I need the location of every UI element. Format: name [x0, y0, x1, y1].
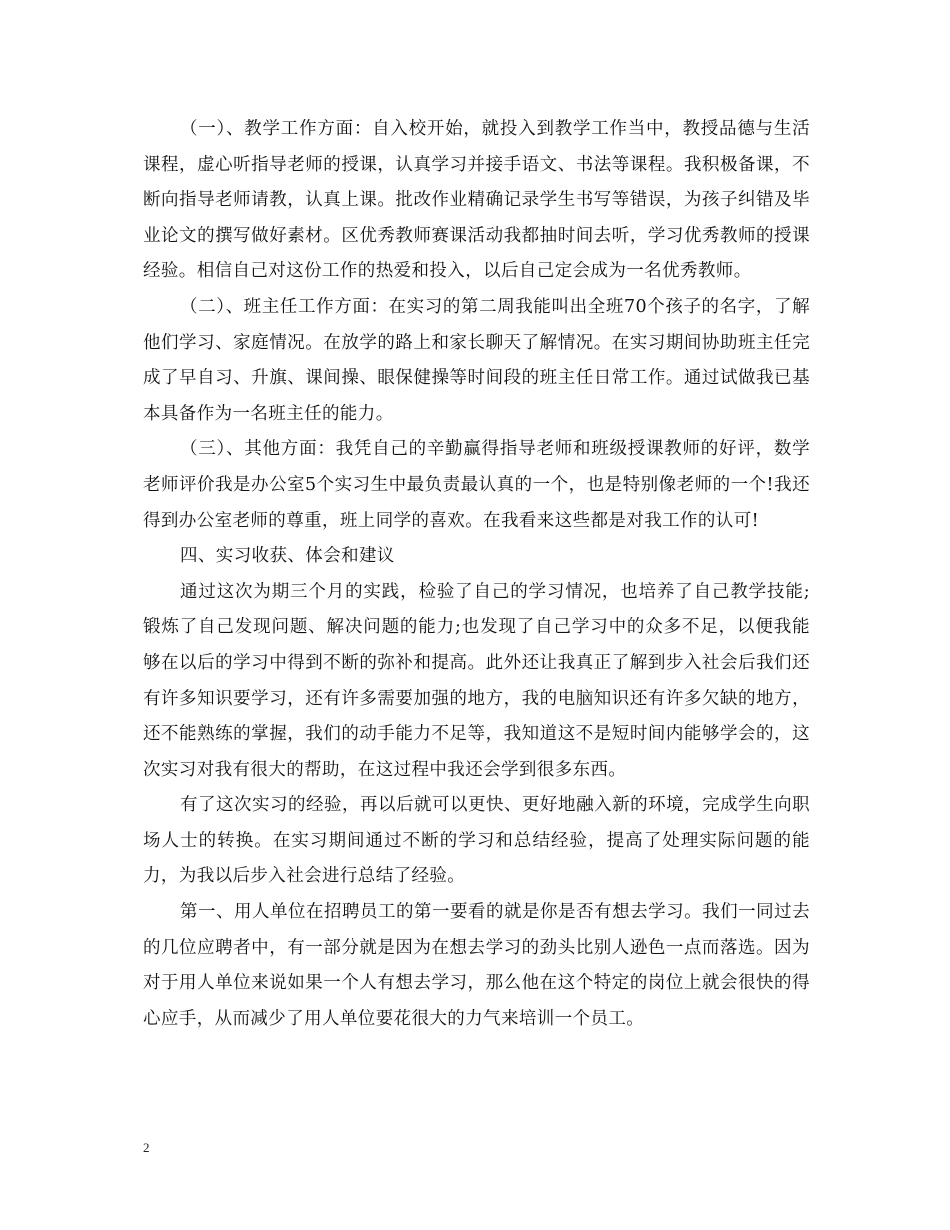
paragraph-experience: 有了这次实习的经验，再以后就可以更快、更好地融入新的环境，完成学生向职场人士的转换。在实习期间通过不断的学习和总结经验，提高了处理实际问题的能力，为我以后步入社会进行总结了经验。	[143, 795, 810, 887]
page-number: 2	[143, 1140, 150, 1155]
document-body	[143, 112, 810, 1037]
paragraph-teaching-work: （一）、教学工作方面：自入校开始，就投入到教学工作当中，教授品德与生活课程，虚心听指导老师的授课，认真学习并接手语文、书法等课程。我积极备课，不断向指导老师请教，认真上课。批改作业精确记录学生书写等错误，为孩子纠错及毕业论文的撰写做好素材。区优秀教师赛课活动我都抽时间去听，学习优秀教师的授课经验。相信自己对这份工作的热爱和投入，以后自己定会成为一名优秀教师。	[143, 119, 810, 282]
section-heading-harvest: 四、实习收获、体会和建议	[180, 546, 395, 567]
paragraph-class-teacher-work: （二）、班主任工作方面：在实习的第二周我能叫出全班70个孩子的名字，了解他们学习、家庭情况。在放学的路上和家长聊天了解情况。在实习期间协助班主任完成了早自习、升旗、课间操、眼保健操等时间段的班主任日常工作。通过试做我已基本具备作为一名班主任的能力。	[143, 296, 810, 424]
paragraph-other-aspects: （三）、其他方面：我凭自己的辛勤赢得指导老师和班级授课教师的好评，数学老师评价我是办公室5个实习生中最负责最认真的一个，也是特别像老师的一个!我还得到办公室老师的尊重，班上同学的喜欢。在我看来这些都是对我工作的认可!	[143, 439, 810, 531]
paragraph-first-point: 第一、用人单位在招聘员工的第一要看的就是你是否有想去学习。我们一同过去的几位应聘者中，有一部分就是因为在想去学习的劲头比别人逊色一点而落选。因为对于用人单位来说如果一个人有想去学习，那么他在这个特定的岗位上就会很快的得心应手，从而减少了用人单位要花很大的力气来培训一个员工。	[143, 902, 810, 1029]
paragraph-practice-summary: 通过这次为期三个月的实践，检验了自己的学习情况，也培养了自己教学技能;锻炼了自己发现问题、解决问题的能力;也发现了自己学习中的众多不足，以便我能够在以后的学习中得到不断的弥补和提高。此外还让我真正了解到步入社会后我们还有许多知识要学习，还有许多需要加强的地方，我的电脑知识还有许多欠缺的地方，还不能熟练的掌握，我们的动手能力不足等，我知道这不是短时间内能够学会的，这次实习对我有很大的帮助，在这过程中我还会学到很多东西。	[143, 581, 810, 780]
